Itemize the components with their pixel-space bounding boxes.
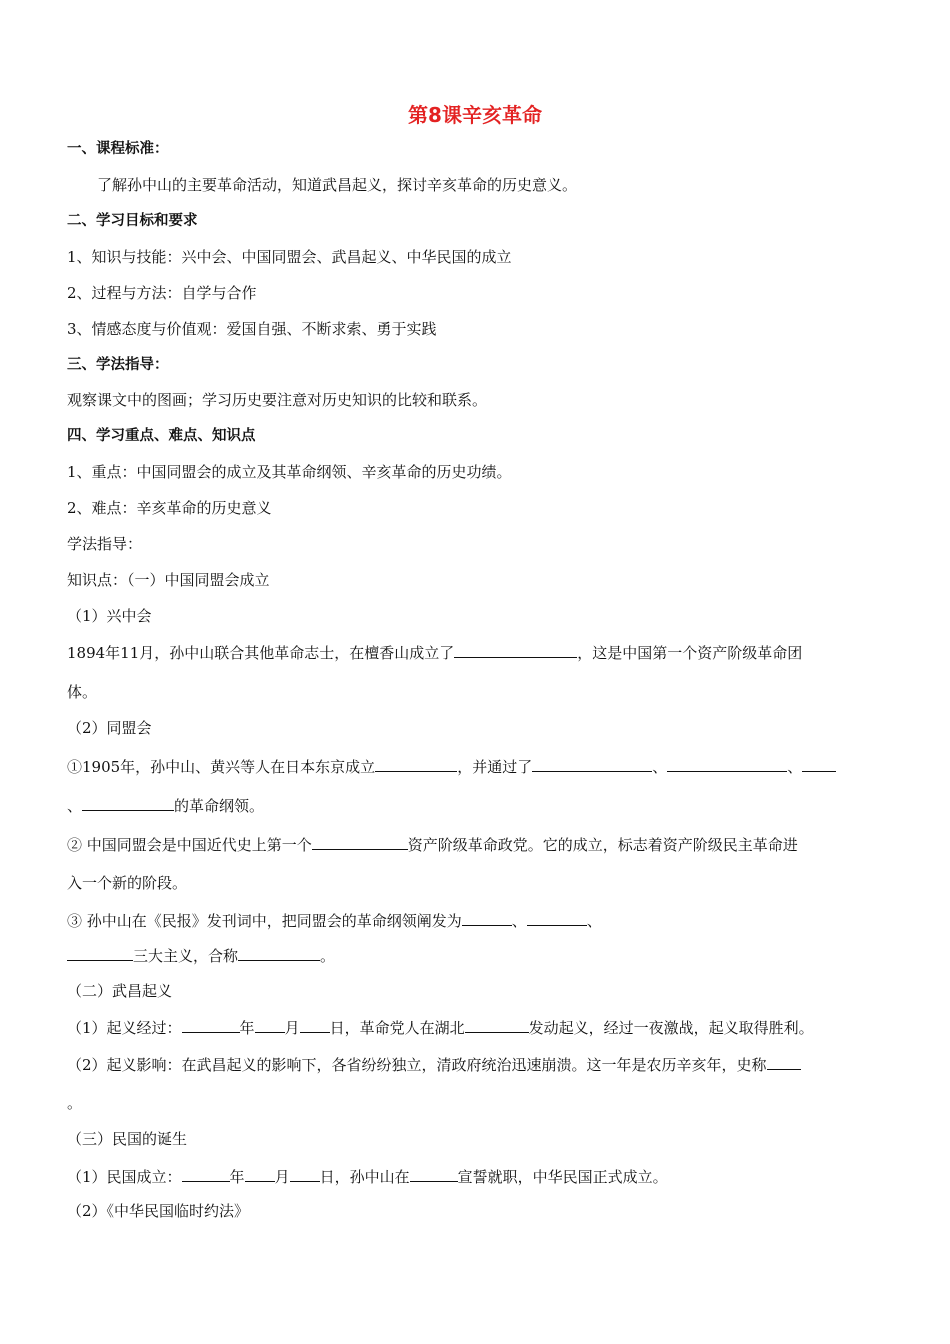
fill-blank[interactable] [300, 1018, 330, 1033]
fill-blank[interactable] [290, 1167, 320, 1182]
lesson-title: 第8课辛亥革命 [408, 103, 542, 127]
fill-blank[interactable] [667, 757, 787, 772]
fill-blank[interactable] [245, 1167, 275, 1182]
tongmenghui-line-1: ①1905年，孙中山、黄兴等人在日本东京成立 ，并通过了 、 、 [67, 757, 836, 776]
fill-blank[interactable] [82, 796, 174, 811]
wuchang-line-2: （2）起义影响：在武昌起义的影响下，各省纷纷独立，清政府统治迅速崩溃。这一年是农历辛亥年，史称 [67, 1055, 801, 1074]
section-2-item: 3、情感态度与价值观：爱国自强、不断求索、勇于实践 [67, 320, 437, 338]
tongmenghui-line-4: 入一个新的阶段。 [67, 874, 188, 892]
tongmenghui-heading: （2）同盟会 [67, 719, 152, 737]
fill-blank[interactable] [410, 1167, 458, 1182]
section-1-text: 了解孙中山的主要革命活动，知道武昌起义，探讨辛亥革命的历史意义。 [97, 176, 578, 194]
minguo-line-1: （1）民国成立： 年 月 日，孙中山在 宣誓就职，中华民国正式成立。 [67, 1168, 668, 1186]
tongmenghui-line-2: 、 的革命纲领。 [67, 797, 265, 815]
xingzhonghui-text: 1894年11月，孙中山联合其他革命志士，在檀香山成立了 ，这是中国第一个资产阶级革命团 [67, 644, 803, 662]
tongmenghui-line-6: 三大主义，合称 。 [67, 946, 335, 965]
minguo-line-2: （2）《中华民国临时约法》 [67, 1202, 250, 1220]
minguo-heading: （三）民国的诞生 [67, 1130, 188, 1148]
section-2-heading: 二、学习目标和要求 [67, 213, 198, 229]
section-3-text: 观察课文中的图画；学习历史要注意对历史知识的比较和联系。 [67, 391, 488, 409]
fill-blank[interactable] [802, 757, 836, 772]
fill-blank[interactable] [238, 946, 320, 961]
section-1-heading: 一、课程标准： [67, 141, 169, 157]
fill-blank[interactable] [454, 643, 577, 658]
fill-blank[interactable] [255, 1018, 285, 1033]
wuchang-line-1: （1）起义经过： 年 月 日，革命党人在湖北 发动起义，经过一夜激战，起义取得胜利。 [67, 1019, 814, 1037]
section-4-heading: 四、学习重点、难点、知识点 [67, 428, 256, 444]
section-4-item: 知识点：（一）中国同盟会成立 [67, 571, 270, 589]
xingzhonghui-heading: （1）兴中会 [67, 607, 152, 625]
fill-blank[interactable] [527, 911, 587, 926]
section-2-item: 2、过程与方法：自学与合作 [67, 284, 257, 302]
fill-blank[interactable] [67, 946, 133, 961]
fill-blank[interactable] [462, 911, 512, 926]
section-4-item: 学法指导： [67, 535, 143, 553]
fill-blank[interactable] [312, 835, 408, 850]
fill-blank[interactable] [767, 1055, 801, 1070]
tongmenghui-line-3: ② 中国同盟会是中国近代史上第一个 资产阶级革命政党。它的成立，标志着资产阶级民主革命进 [67, 836, 798, 854]
fill-blank[interactable] [182, 1018, 240, 1033]
section-2-item: 1、知识与技能：兴中会、中国同盟会、武昌起义、中华民国的成立 [67, 248, 512, 266]
section-3-heading: 三、学法指导： [67, 357, 169, 373]
tongmenghui-line-5: ③ 孙中山在《民报》发刊词中，把同盟会的革命纲领阐发为 、 、 [67, 912, 602, 930]
fill-blank[interactable] [182, 1167, 230, 1182]
section-4-item: 1、重点：中国同盟会的成立及其革命纲领、辛亥革命的历史功绩。 [67, 463, 512, 481]
fill-blank[interactable] [375, 757, 457, 772]
section-4-item: 2、难点：辛亥革命的历史意义 [67, 499, 272, 517]
wuchang-heading: （二）武昌起义 [67, 982, 173, 1000]
fill-blank[interactable] [465, 1018, 529, 1033]
wuchang-line-3: 。 [67, 1094, 83, 1112]
xingzhonghui-text-cont: 体。 [67, 683, 98, 701]
fill-blank[interactable] [532, 757, 652, 772]
